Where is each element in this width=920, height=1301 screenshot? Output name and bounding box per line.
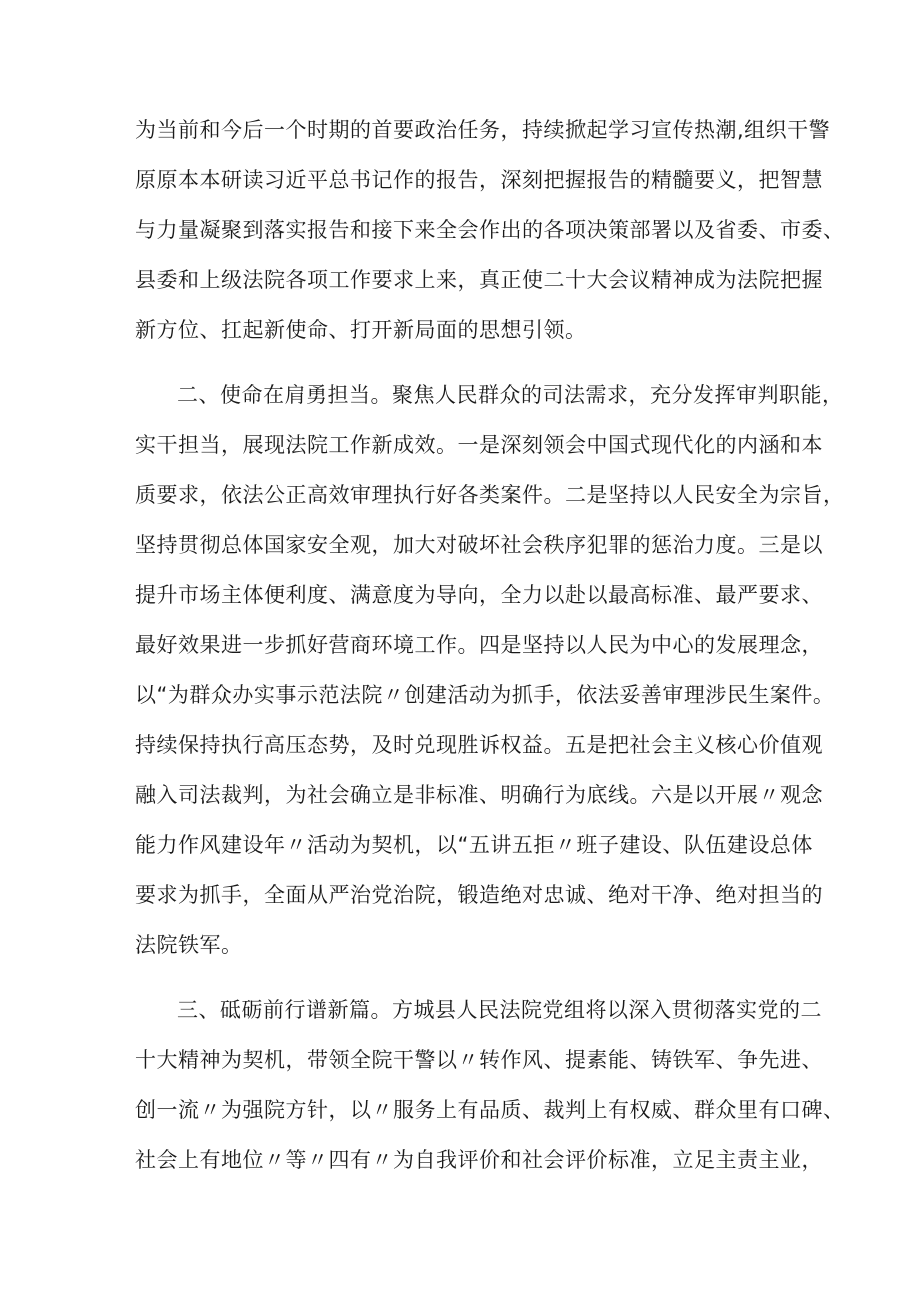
text-line: 三、砥砺前行谱新篇。方城县人民法院党组将以深入贯彻落实党的二 [177, 998, 822, 1022]
text-line: 县委和上级法院各项工作要求上来，真正使二十大会议精神成为法院把握 [135, 268, 823, 292]
text-line: 十大精神为契机，带领全院干警以〃转作风、提素能、铸铁军、争先进、 [135, 1048, 823, 1072]
text-line: 坚持贯彻总体国家安全观，加大对破坏社会秩序犯罪的惩治力度。三是以 [135, 533, 823, 557]
text-line: 社会上有地位〃等〃四有〃为自我评价和社会评价标准，立足主责主业， [135, 1148, 823, 1172]
text-line: 能力作风建设年〃活动为契机，以“五讲五拒〃班子建设、队伍建设总体 [135, 833, 813, 857]
text-line: 要求为抓手，全面从严治党治院，锻造绝对忠诚、绝对干净、绝对担当的 [135, 883, 823, 907]
text-line: 实干担当，展现法院工作新成效。一是深刻领会中国式现代化的内涵和本 [135, 433, 823, 457]
text-line: 最好效果进一步抓好营商环境工作。四是坚持以人民为中心的发展理念， [135, 633, 823, 657]
text-line: 原原本本研读习近平总书记作的报告，深刻把握报告的精髓要义，把智慧 [135, 168, 823, 192]
text-line: 新方位、扛起新使命、打开新局面的思想引领。 [135, 318, 587, 342]
text-line: 法院铁军。 [135, 933, 243, 957]
text-line: 以“为群众办实事示范法院〃创建活动为抓手，依法妥善审理涉民生案件。 [135, 683, 835, 707]
text-line: 与力量凝聚到落实报告和接下来全会作出的各项决策部署以及省委、市委、 [135, 218, 845, 242]
text-line: 质要求，依法公正高效审理执行好各类案件。二是坚持以人民安全为宗旨， [135, 483, 845, 507]
text-line: 提升市场主体便利度、满意度为导向，全力以赴以最高标准、最严要求、 [135, 583, 823, 607]
text-line: 为当前和今后一个时期的首要政治任务，持续掀起学习宣传热潮,组织干警 [135, 118, 831, 142]
text-line: 创一流〃为强院方针，以〃服务上有品质、裁判上有权威、群众里有口碑、 [135, 1098, 845, 1122]
text-line: 二、使命在肩勇担当。聚焦人民群众的司法需求，充分发挥审判职能， [177, 383, 844, 407]
text-line: 融入司法裁判，为社会确立是非标准、明确行为底线。六是以开展〃观念 [135, 783, 823, 807]
text-line: 持续保持执行高压态势，及时兑现胜诉权益。五是把社会主义核心价值观 [135, 733, 823, 757]
